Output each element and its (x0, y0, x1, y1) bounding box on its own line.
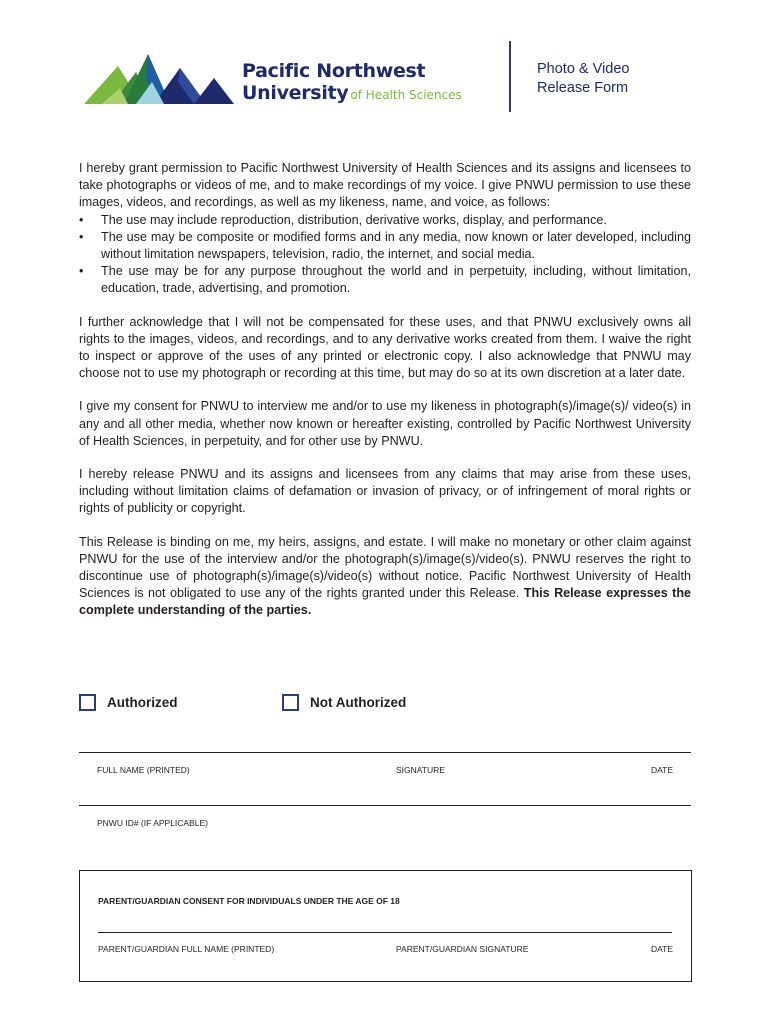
list-item: • The use may include reproduction, distribution, derivative works, display, and performance. (79, 212, 691, 229)
compensation-paragraph: I further acknowledge that I will not be compensated for these uses, and that PNWU exclusively owns all rights to the images, videos, and recordings, and to any derivative works created from them. I waive the right to inspect or approve of the uses of any printed or electronic copy. I also acknowledge that PNWU may choose not to use my photograph or recording at this time, but may do so at its own discretion at a later date. (79, 314, 691, 381)
full-name-label: FULL NAME (PRINTED) (97, 765, 190, 775)
logo-name-line2 (242, 82, 462, 104)
not-authorized-label: Not Authorized (310, 695, 407, 710)
logo-university: University (242, 82, 349, 104)
date-label: DATE (651, 765, 674, 775)
form-title-line2: Release Form (537, 80, 629, 96)
guardian-heading: PARENT/GUARDIAN CONSENT FOR INDIVIDUALS UNDER THE AGE OF 18 (98, 896, 400, 906)
guardian-signature-label: PARENT/GUARDIAN SIGNATURE (396, 944, 529, 954)
not-authorized-checkbox[interactable] (282, 694, 299, 711)
release-body (79, 160, 691, 636)
university-logo (84, 46, 462, 108)
guardian-signature-line[interactable] (98, 932, 672, 933)
binding-paragraph (79, 534, 691, 620)
logo-name-line1: Pacific Northwest (242, 60, 426, 82)
authorized-label: Authorized (107, 695, 178, 710)
list-item: • The use may be for any purpose throughout the world and in perpetuity, including, without limitation, education, trade, advertising, and promotion. (79, 263, 691, 297)
guardian-consent-box (79, 870, 692, 982)
mountains-logo-icon (84, 48, 234, 106)
authorized-checkbox[interactable] (79, 694, 96, 711)
form-title-line1: Photo & Video (537, 61, 630, 77)
signature-line[interactable] (79, 752, 691, 753)
guardian-date-label: DATE (651, 944, 674, 954)
header-divider (509, 41, 511, 112)
list-item: • The use may be composite or modified forms and in any media, now known or later developed, including without limitation newspapers, television, radio, the internet, and social media. (79, 229, 691, 263)
usage-list (79, 212, 691, 298)
form-title (537, 60, 629, 98)
signature-label: SIGNATURE (396, 765, 445, 775)
logo-health-sciences: of Health Sciences (350, 88, 462, 102)
pnwu-id-label: PNWU ID# (IF APPLICABLE) (97, 818, 208, 828)
binding-text: This Release is binding on me, my heirs, assigns, and estate. I will make no monetary or other claim against PNWU for the use of the interview and/or the photograph(s)/image(s)/video(s). PNWU reserves the right to discontinue use of photograph(s)/image(s)/video(s) without notice. Pacific Northwest University of Health Sciences is not obligated to use any of the rights granted under this Release. (79, 534, 691, 601)
release-claims-paragraph: I hereby release PNWU and its assigns and licensees from any claims that may arise from these uses, including without limitation claims of defamation or invasion of privacy, or of infringement of moral rights or rights of publicity or copyright. (79, 467, 691, 516)
binding-bold-text: This Release expresses the complete understanding of the parties. (79, 586, 692, 618)
guardian-name-label: PARENT/GUARDIAN FULL NAME (PRINTED) (98, 944, 275, 954)
intro-paragraph: I hereby grant permission to Pacific Northwest University of Health Sciences and its assigns and licensees to take photographs or videos of me, and to make recordings of my voice. I give PNWU permission to use these images, videos, and recordings, as well as my likeness, name, and voice, as follows: (79, 161, 691, 210)
not-authorized-option[interactable] (282, 694, 406, 711)
pnwu-id-line[interactable] (79, 805, 691, 806)
consent-paragraph: I give my consent for PNWU to interview me and/or to use my likeness in photograph(s)/image(s)/ video(s) in any and all other media, whether now known or hereafter existing, controlled by Pacific Northwest University of Health Sciences, in perpetuity, and for other use by PNWU. (79, 399, 691, 448)
authorized-option[interactable] (79, 694, 178, 711)
